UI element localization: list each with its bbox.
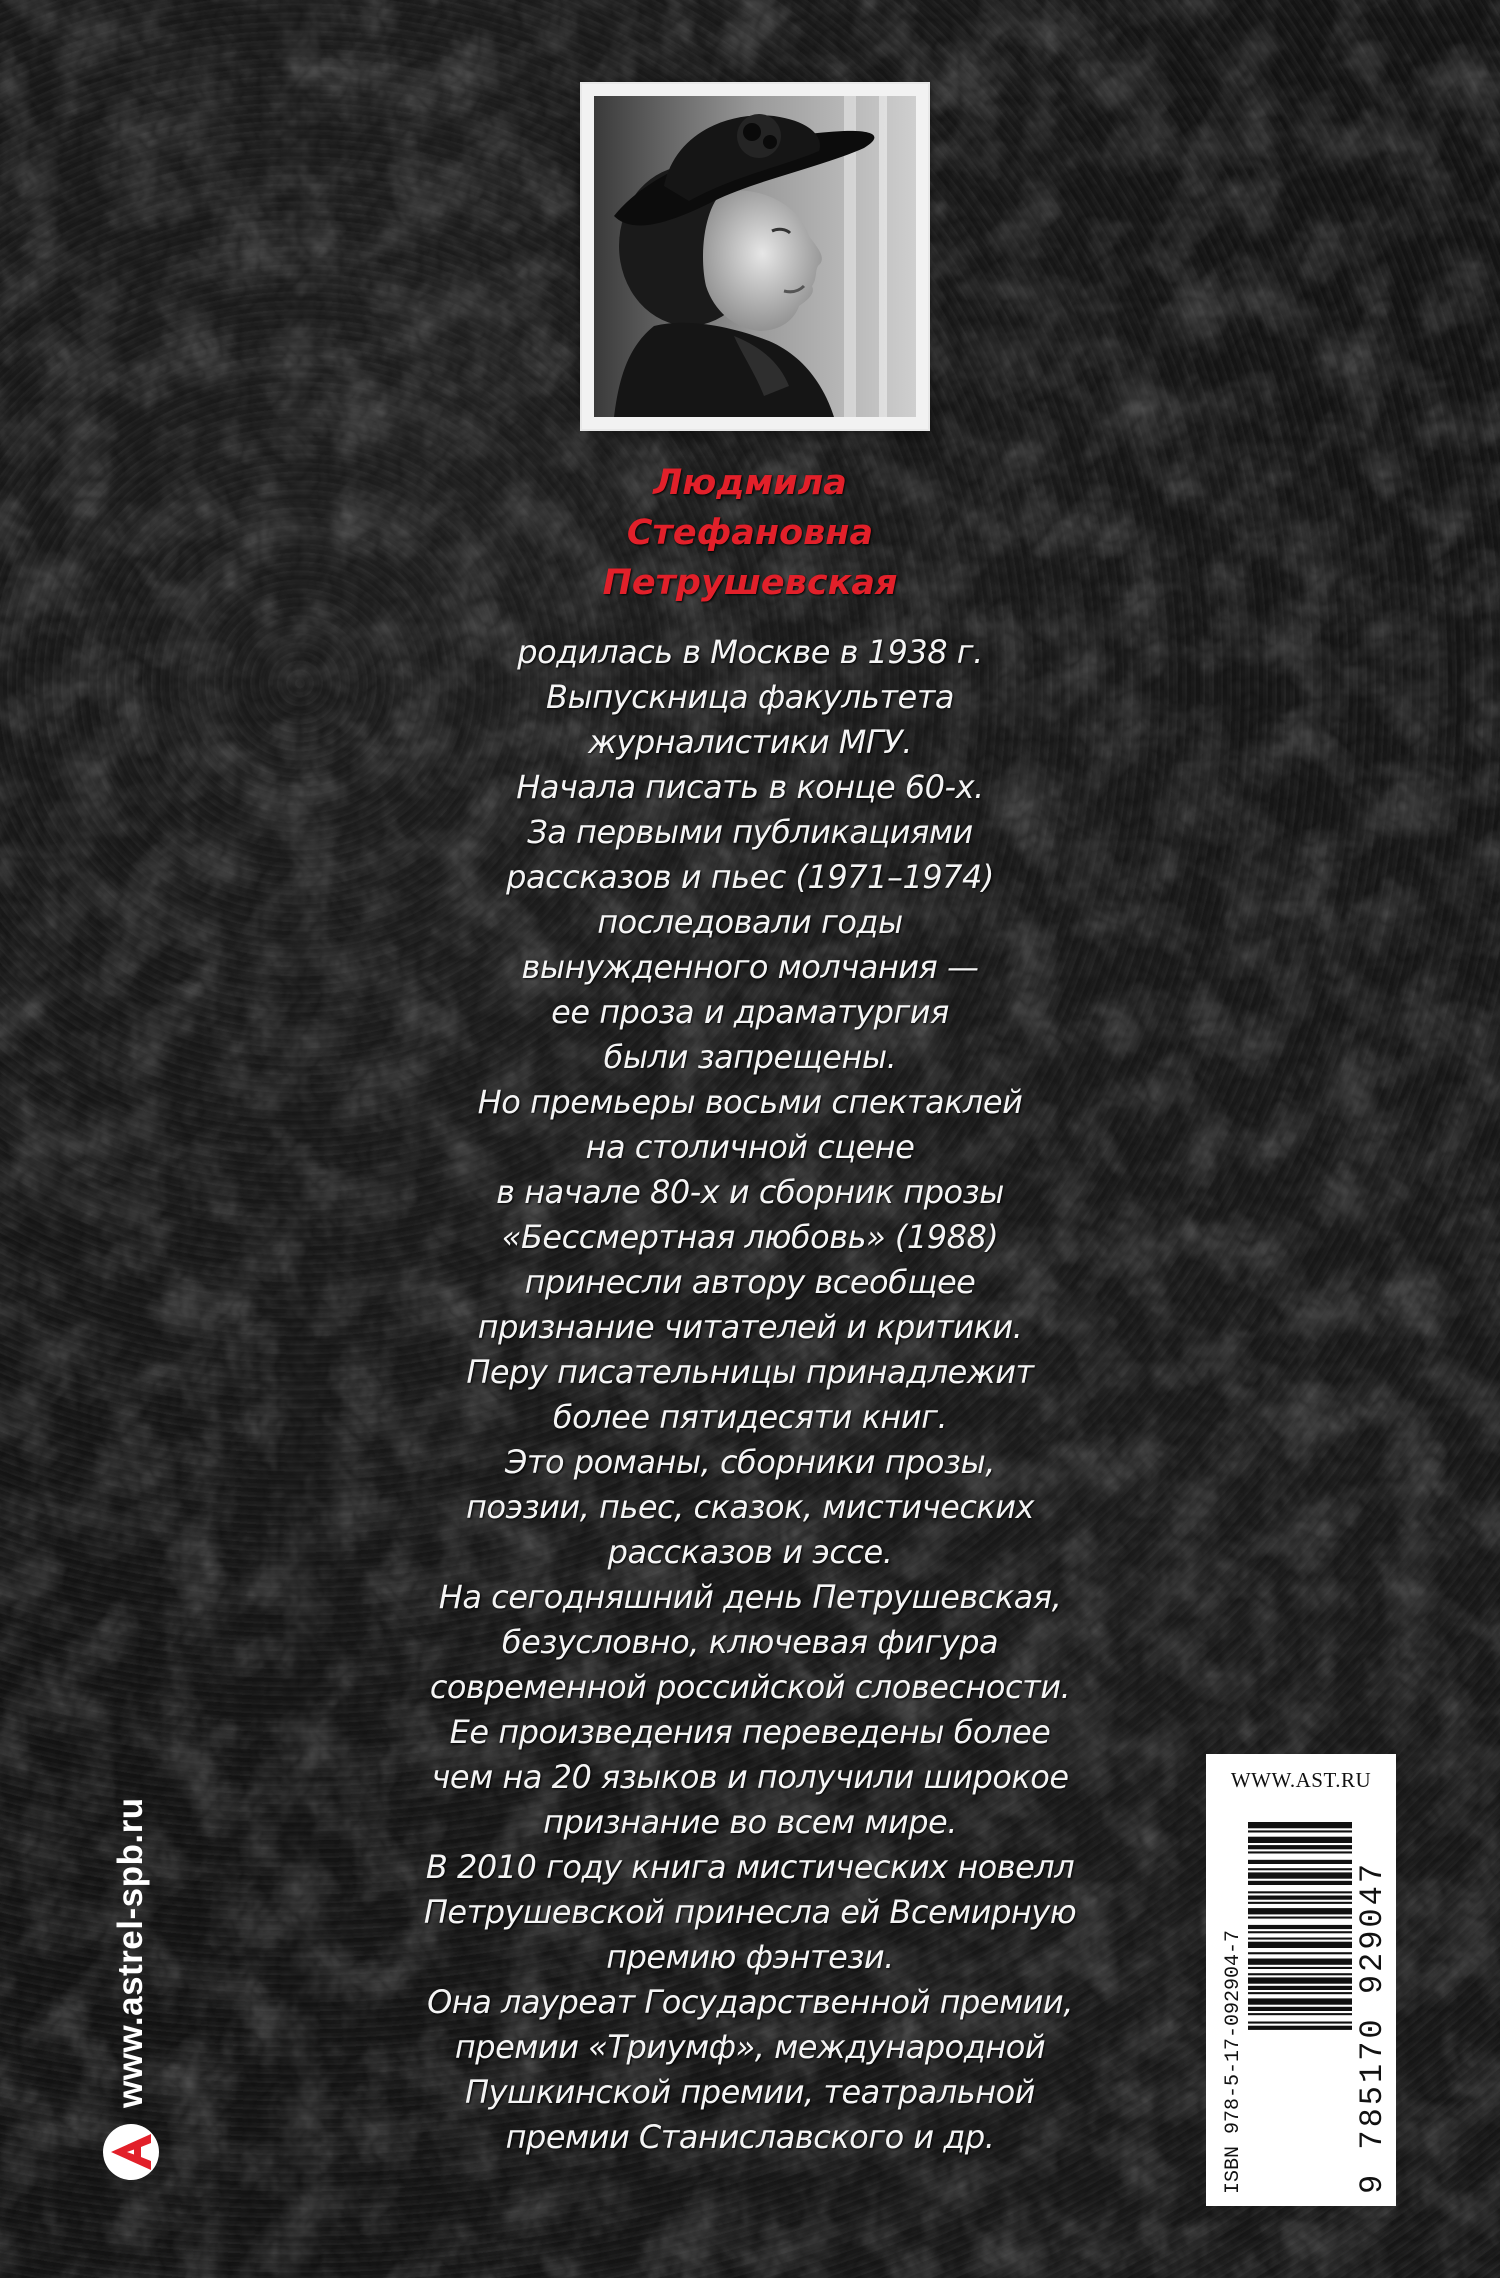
- bio-line: За первыми публикациями: [527, 813, 973, 851]
- bio-line: Это романы, сборники прозы,: [505, 1443, 995, 1481]
- publisher-a-logo-graphic: [103, 2124, 159, 2180]
- barcode-bar: [1248, 2007, 1352, 2011]
- bio-line: Пушкинской премии, театральной: [465, 2073, 1035, 2111]
- barcode-bar: [1248, 2022, 1352, 2024]
- barcode-bar: [1248, 2013, 1352, 2015]
- isbn-barcode-label: [1206, 1754, 1396, 2206]
- bio-line: Выпускница факультета: [546, 678, 954, 716]
- publisher-a-logo-icon: [103, 2124, 159, 2180]
- author-portrait-photo: [594, 96, 916, 417]
- bio-line: В 2010 году книга мистических новелл: [425, 1848, 1075, 1886]
- bio-line: Но премьеры восьми спектаклей: [477, 1083, 1023, 1121]
- barcode-digits: 9 785170 929047: [1354, 1860, 1391, 2194]
- bio-line: принесли автору всеобщее: [524, 1263, 976, 1301]
- bio-line: безусловно, ключевая фигура: [501, 1623, 999, 1661]
- barcode-bar: [1248, 1830, 1352, 1832]
- bio-line: «Бессмертная любовь» (1988): [501, 1218, 999, 1256]
- bio-line: Петрушевской принесла ей Всемирную: [423, 1893, 1077, 1931]
- barcode-bar: [1248, 1998, 1352, 2004]
- bio-line: Ее произведения переведены более: [449, 1713, 1051, 1751]
- barcode-bar: [1248, 1822, 1352, 1828]
- bio-line: родилась в Москве в 1938 г.: [517, 633, 983, 671]
- barcode-bar: [1248, 1891, 1352, 1893]
- barcode-bar: [1248, 1986, 1352, 1990]
- barcode-bar: [1248, 1959, 1352, 1965]
- barcode-bar: [1248, 1917, 1352, 1919]
- bio-line: Начала писать в конце 60-х.: [516, 768, 984, 806]
- barcode-bar: [1248, 1881, 1352, 1885]
- barcode-bar: [1248, 1967, 1352, 1969]
- barcode-bar: [1248, 1860, 1352, 1864]
- barcode-bar: [1248, 1868, 1352, 1870]
- bio-line: признание во всем мире.: [543, 1803, 957, 1841]
- bio-line: премии «Триумф», международной: [454, 2028, 1046, 2066]
- barcode-bar: [1248, 1938, 1352, 1940]
- bio-line: ее проза и драматургия: [551, 993, 949, 1031]
- author-biography: [330, 630, 1170, 2160]
- barcode-bar: [1248, 1837, 1352, 1843]
- bio-line: более пятидесяти книг.: [552, 1398, 948, 1436]
- author-name-line-1: Людмила: [653, 463, 847, 503]
- barcode-bar: [1248, 1942, 1352, 1948]
- author-photo-frame: [582, 84, 928, 429]
- barcode-bar: [1248, 1952, 1352, 1954]
- bio-line: современной российской словесности.: [429, 1668, 1071, 1706]
- barcode-bar: [1248, 1973, 1352, 1975]
- bio-line: на столичной сцене: [585, 1128, 915, 1166]
- barcode-bar: [1248, 1908, 1352, 1914]
- barcode-bar: [1248, 1896, 1352, 1900]
- bio-line: поэзии, пьес, сказок, мистических: [466, 1488, 1034, 1526]
- barcode-bar: [1248, 1845, 1352, 1849]
- bio-line: На сегодняшний день Петрушевская,: [438, 1578, 1062, 1616]
- bio-line: рассказов и пьес (1971–1974): [506, 858, 994, 896]
- barcode-bar: [1248, 1992, 1352, 1994]
- bio-line: чем на 20 языков и получили широкое: [431, 1758, 1069, 1796]
- bio-line: в начале 80-х и сборник прозы: [496, 1173, 1004, 1211]
- author-name-line-3: Петрушевская: [602, 563, 898, 603]
- bio-line: Она лауреат Государственной премии,: [427, 1983, 1073, 2021]
- publisher-url: WWW.AST.RU: [1230, 1768, 1372, 1792]
- barcode-bar: [1248, 1931, 1352, 1933]
- barcode-bar: [1248, 1851, 1352, 1853]
- barcode-bar: [1248, 1902, 1352, 1904]
- barcode-bar: [1248, 1925, 1352, 1929]
- bio-line: премию фэнтези.: [606, 1938, 894, 1976]
- bio-line: были запрещены.: [603, 1038, 897, 1076]
- bio-line: последовали годы: [597, 903, 903, 941]
- bio-line: премии Станиславского и др.: [505, 2118, 995, 2156]
- author-name-line-2: Стефановна: [626, 513, 874, 553]
- barcode-bar: [1248, 2026, 1352, 2030]
- bio-line: вынужденного молчания —: [521, 948, 979, 986]
- bio-line: журналистики МГУ.: [588, 723, 912, 761]
- barcode-bar: [1248, 1977, 1352, 1983]
- isbn-text: ISBN 978-5-17-092904-7: [1222, 1929, 1245, 2194]
- publisher-website-link[interactable]: www.astrel-spb.ru: [111, 1797, 150, 2108]
- publisher-website-block: [106, 1640, 156, 2180]
- barcode-bar: [1248, 1872, 1352, 1878]
- bio-line: признание читателей и критики.: [477, 1308, 1023, 1346]
- bio-line: Перу писательницы принадлежит: [466, 1353, 1034, 1391]
- author-name: [400, 458, 1100, 608]
- bio-line: рассказов и эссе.: [607, 1533, 893, 1571]
